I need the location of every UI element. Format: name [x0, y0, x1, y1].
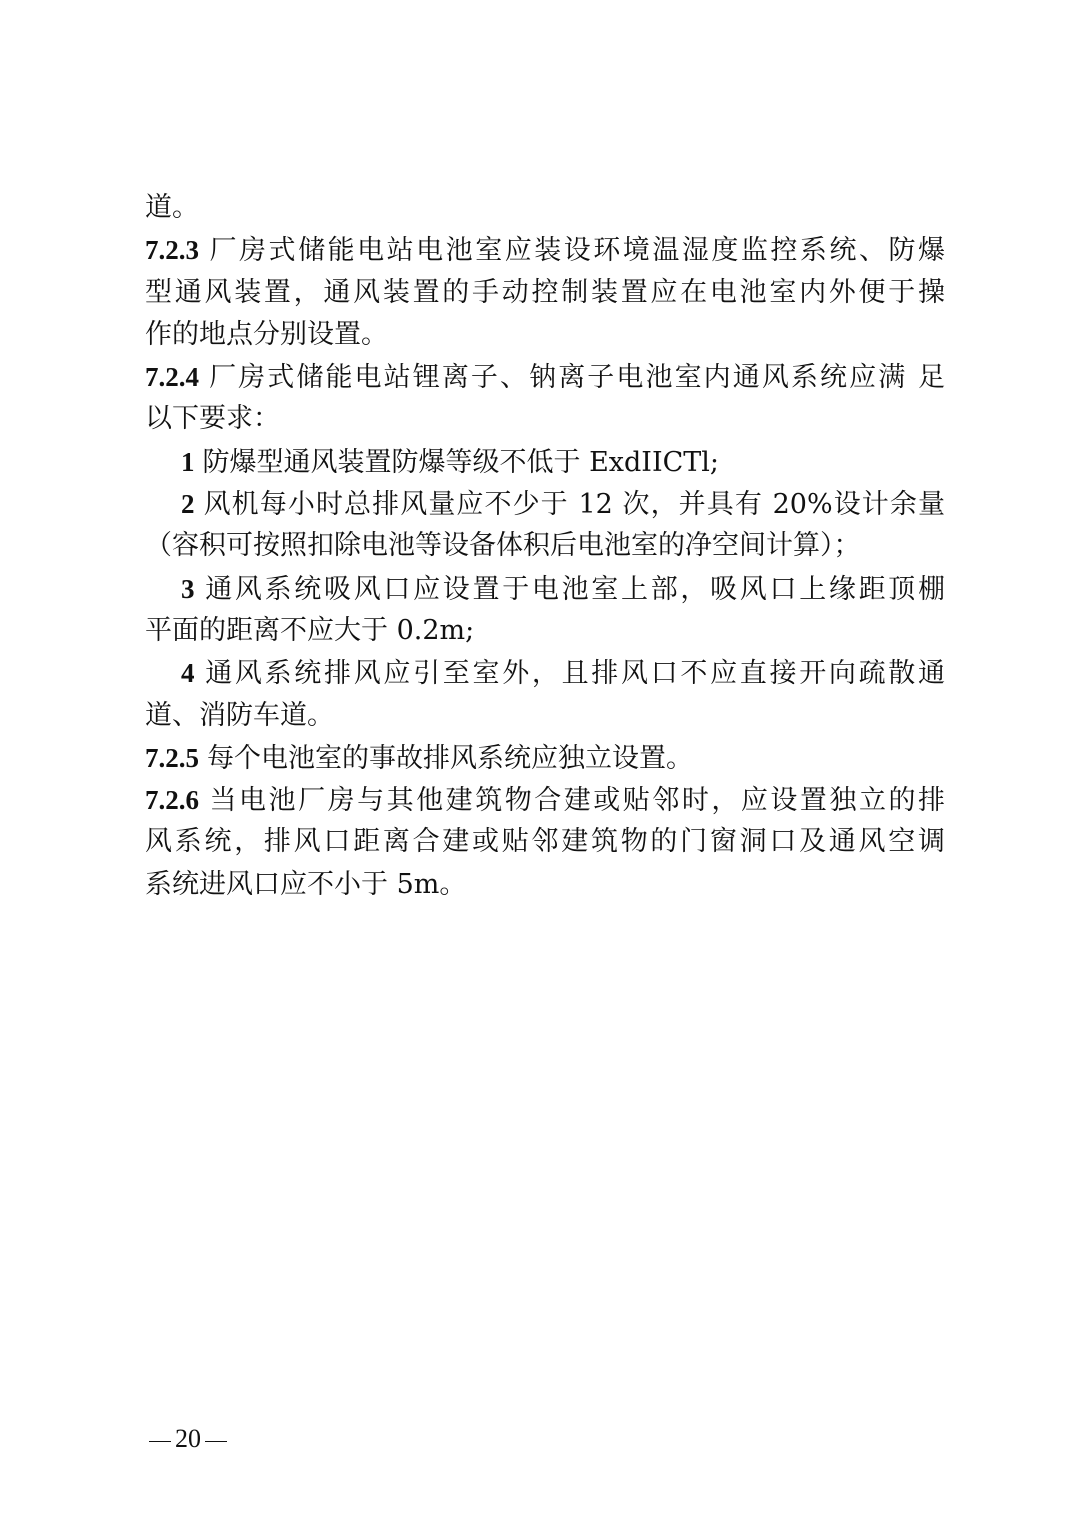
document-body [145, 187, 945, 906]
line-text: 通风系统排风应引至室外，且排风口不应直接开向疏散通 [202, 658, 945, 690]
text-line [145, 610, 945, 652]
text-line [145, 398, 945, 440]
line-text: 平面的距离不应大于 0.2m; [145, 614, 475, 646]
line-text: 系统进风口应不小于 5m。 [145, 868, 467, 900]
clause-7-2-5-line [145, 737, 945, 779]
item-number: 4 [181, 658, 195, 689]
list-item-1 [145, 441, 945, 483]
list-item-2 [145, 483, 945, 525]
clause-number: 7.2.5 [145, 742, 199, 773]
line-text: 以下要求： [145, 403, 280, 435]
line-text: 厂房式储能电站锂离子、钠离子电池室内通风系统应满 足 [207, 362, 945, 394]
item-number: 2 [181, 489, 195, 520]
text-line [145, 187, 945, 229]
page-number [145, 1424, 231, 1454]
clause-number: 7.2.6 [145, 785, 199, 816]
clause-7-2-4-line [145, 356, 945, 398]
line-text: 厂房式储能电站电池室应装设环境温湿度监控系统、防爆 [207, 235, 945, 267]
clause-number: 7.2.4 [145, 362, 199, 393]
list-item-3 [145, 568, 945, 610]
page-number-value: 20 [175, 1424, 201, 1453]
line-text: 通风系统吸风口应设置于电池室上部，吸风口上缘距顶棚 [202, 573, 945, 605]
clause-7-2-3-line [145, 229, 945, 271]
list-item-4 [145, 652, 945, 694]
text-line [145, 821, 945, 863]
line-text: 风系统，排风口距离合建或贴邻建筑物的门窗洞口及通风空调 [145, 826, 945, 858]
line-text: 作的地点分别设置。 [145, 318, 388, 350]
line-text: 风机每小时总排风量应不少于 12 次，并具有 20%设计余量 [202, 489, 945, 521]
dash-right [205, 1441, 227, 1442]
text-line [145, 314, 945, 356]
line-text: 型通风装置，通风装置的手动控制装置应在电池室内外便于操 [145, 276, 945, 308]
line-text: 防爆型通风装置防爆等级不低于 ExdIICTl; [202, 446, 720, 478]
line-text: 道。 [145, 192, 199, 223]
clause-7-2-6-line [145, 779, 945, 821]
text-line [145, 272, 945, 314]
text-line [145, 525, 945, 567]
line-text: （容积可按照扣除电池等设备体积后电池室的净空间计算）； [145, 530, 861, 562]
line-text: 道、消防车道。 [145, 699, 334, 731]
item-number: 3 [181, 573, 195, 604]
text-line [145, 695, 945, 737]
line-text: 当电池厂房与其他建筑物合建或贴邻时，应设置独立的排 [207, 785, 945, 817]
item-number: 1 [181, 446, 195, 477]
clause-number: 7.2.3 [145, 235, 199, 266]
line-text: 每个电池室的事故排风系统应独立设置。 [207, 742, 693, 774]
dash-left [149, 1441, 171, 1442]
text-line [145, 864, 945, 906]
